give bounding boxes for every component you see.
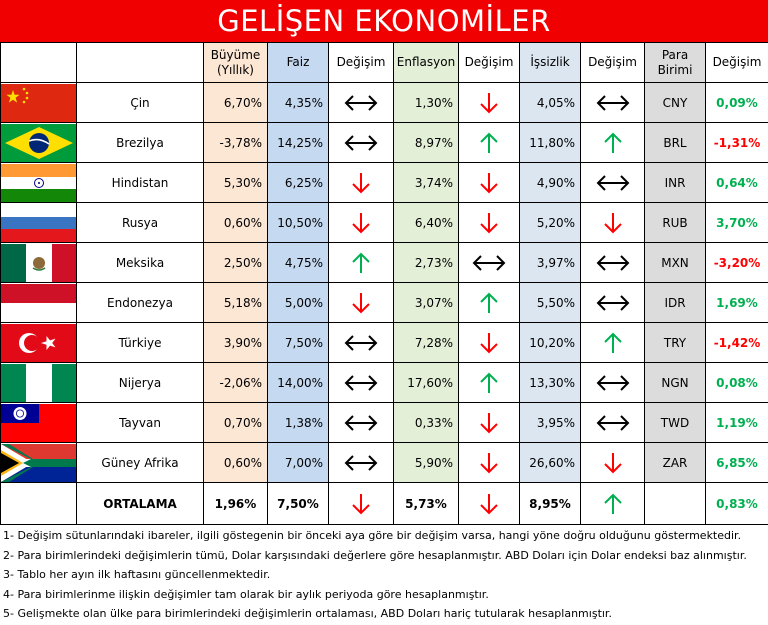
rate-value: 7,50%	[268, 323, 329, 363]
average-currency-change: 0,83%	[706, 483, 768, 525]
header-growth: Büyüme (Yıllık)	[204, 43, 268, 83]
mexico-flag-icon	[1, 244, 77, 282]
inflation-change	[459, 203, 520, 243]
country-name: Çin	[77, 83, 204, 123]
arrow-down-icon	[602, 451, 624, 475]
header-rate-change: Değişim	[329, 43, 394, 83]
rate-change	[329, 403, 394, 443]
growth-value: 0,60%	[204, 203, 268, 243]
unemployment-value: 5,20%	[520, 203, 581, 243]
unemployment-change	[581, 243, 645, 283]
average-label: ORTALAMA	[77, 483, 204, 525]
inflation-value: 3,07%	[394, 283, 459, 323]
currency-code: IDR	[645, 283, 706, 323]
turkey-flag-icon	[1, 324, 77, 362]
header-currency-change: Değişim	[706, 43, 768, 83]
arrow-down-icon	[350, 291, 372, 315]
currency-change: 0,64%	[706, 163, 768, 203]
currency-change: 1,19%	[706, 403, 768, 443]
unemployment-value: 3,97%	[520, 243, 581, 283]
rate-value: 4,75%	[268, 243, 329, 283]
footnote: 1- Değişim sütunlarındaki ibareler, ilgili göstegenin bir önceki aya göre bir değişim varsa, hangi yöne doğru olduğunu göstermektedir.	[3, 529, 742, 542]
taiwan-flag-icon	[1, 404, 77, 442]
inflation-change	[459, 123, 520, 163]
currency-change: -1,31%	[706, 123, 768, 163]
currency-code: MXN	[645, 243, 706, 283]
inflation-change	[459, 163, 520, 203]
page-title: GELİŞEN EKONOMİLER	[0, 0, 768, 42]
average-flag-cell	[1, 483, 77, 525]
inflation-value: 7,28%	[394, 323, 459, 363]
rate-change	[329, 83, 394, 123]
unemployment-value: 5,50%	[520, 283, 581, 323]
footnote: 5- Gelişmekte olan ülke para birimlerindeki değişimlerin ortalaması, ABD Doları hariç tutularak hesaplanmıştır.	[3, 607, 612, 621]
rate-change	[329, 283, 394, 323]
table-row	[1, 283, 768, 323]
rate-change	[329, 123, 394, 163]
table-row	[1, 243, 768, 283]
flag-cell	[1, 283, 77, 323]
arrow-down-icon	[602, 211, 624, 235]
table-row	[1, 203, 768, 243]
average-growth: 1,96%	[204, 483, 268, 525]
header-row	[1, 43, 768, 83]
table-row	[1, 83, 768, 123]
arrow-left-right-icon	[596, 374, 630, 392]
arrow-left-right-icon	[472, 254, 506, 272]
inflation-change	[459, 403, 520, 443]
arrow-down-icon	[350, 492, 372, 516]
inflation-value: 0,33%	[394, 403, 459, 443]
arrow-down-icon	[478, 91, 500, 115]
table-row	[1, 403, 768, 443]
average-row	[1, 483, 768, 525]
indonesia-flag-icon	[1, 284, 77, 322]
country-name: Brezilya	[77, 123, 204, 163]
average-rate-change	[329, 483, 394, 525]
table-row	[1, 163, 768, 203]
header-unemployment: İşsizlik	[520, 43, 581, 83]
growth-value: 5,30%	[204, 163, 268, 203]
currency-change: -1,42%	[706, 323, 768, 363]
currency-change: -3,20%	[706, 243, 768, 283]
brazil-flag-icon	[1, 124, 77, 162]
currency-code: ZAR	[645, 443, 706, 483]
unemployment-value: 10,20%	[520, 323, 581, 363]
arrow-left-right-icon	[344, 94, 378, 112]
inflation-change	[459, 243, 520, 283]
growth-value: 6,70%	[204, 83, 268, 123]
currency-code: RUB	[645, 203, 706, 243]
country-name: Nijerya	[77, 363, 204, 403]
country-name: Türkiye	[77, 323, 204, 363]
flag-cell	[1, 83, 77, 123]
arrow-left-right-icon	[596, 254, 630, 272]
growth-value: -3,78%	[204, 123, 268, 163]
average-inflation-change	[459, 483, 520, 525]
inflation-value: 8,97%	[394, 123, 459, 163]
average-unemployment-change	[581, 483, 645, 525]
flag-cell	[1, 243, 77, 283]
rate-value: 4,35%	[268, 83, 329, 123]
table-row	[1, 323, 768, 363]
arrow-left-right-icon	[596, 174, 630, 192]
arrow-up-icon	[602, 131, 624, 155]
arrow-down-icon	[478, 211, 500, 235]
arrow-down-icon	[350, 171, 372, 195]
flag-cell	[1, 163, 77, 203]
flag-cell	[1, 323, 77, 363]
unemployment-value: 3,95%	[520, 403, 581, 443]
average-unemployment: 8,95%	[520, 483, 581, 525]
unemployment-change	[581, 83, 645, 123]
arrow-up-icon	[602, 492, 624, 516]
arrow-left-right-icon	[596, 414, 630, 432]
table-row	[1, 363, 768, 403]
economies-table	[0, 42, 768, 525]
arrow-down-icon	[478, 171, 500, 195]
arrow-down-icon	[478, 492, 500, 516]
header-unemployment-change: Değişim	[581, 43, 645, 83]
arrow-left-right-icon	[344, 334, 378, 352]
rate-value: 7,00%	[268, 443, 329, 483]
inflation-change	[459, 443, 520, 483]
header-inflation-change: Değişim	[459, 43, 520, 83]
growth-value: 0,60%	[204, 443, 268, 483]
arrow-left-right-icon	[344, 454, 378, 472]
growth-value: 0,70%	[204, 403, 268, 443]
currency-change: 6,85%	[706, 443, 768, 483]
flag-cell	[1, 363, 77, 403]
arrow-left-right-icon	[344, 134, 378, 152]
rate-change	[329, 243, 394, 283]
currency-change: 1,69%	[706, 283, 768, 323]
unemployment-value: 4,90%	[520, 163, 581, 203]
inflation-change	[459, 363, 520, 403]
unemployment-value: 11,80%	[520, 123, 581, 163]
currency-code: CNY	[645, 83, 706, 123]
country-name: Endonezya	[77, 283, 204, 323]
inflation-value: 1,30%	[394, 83, 459, 123]
inflation-change	[459, 83, 520, 123]
arrow-left-right-icon	[344, 374, 378, 392]
rate-change	[329, 203, 394, 243]
arrow-up-icon	[350, 251, 372, 275]
flag-cell	[1, 123, 77, 163]
rate-change	[329, 163, 394, 203]
arrow-up-icon	[478, 371, 500, 395]
arrow-up-icon	[602, 331, 624, 355]
currency-change: 0,08%	[706, 363, 768, 403]
rate-change	[329, 323, 394, 363]
unemployment-change	[581, 123, 645, 163]
unemployment-change	[581, 403, 645, 443]
inflation-value: 5,90%	[394, 443, 459, 483]
rate-change	[329, 443, 394, 483]
currency-code: NGN	[645, 363, 706, 403]
inflation-change	[459, 323, 520, 363]
nigeria-flag-icon	[1, 364, 77, 402]
rate-value: 14,00%	[268, 363, 329, 403]
inflation-value: 6,40%	[394, 203, 459, 243]
rate-value: 5,00%	[268, 283, 329, 323]
arrow-up-icon	[478, 291, 500, 315]
russia-flag-icon	[1, 204, 77, 242]
country-name: Hindistan	[77, 163, 204, 203]
currency-code: INR	[645, 163, 706, 203]
arrow-down-icon	[478, 411, 500, 435]
china-flag-icon	[1, 84, 77, 122]
arrow-down-icon	[350, 211, 372, 235]
unemployment-change	[581, 323, 645, 363]
south-africa-flag-icon	[1, 444, 77, 482]
rate-value: 1,38%	[268, 403, 329, 443]
average-rate: 7,50%	[268, 483, 329, 525]
inflation-value: 17,60%	[394, 363, 459, 403]
rate-value: 6,25%	[268, 163, 329, 203]
currency-code: BRL	[645, 123, 706, 163]
header-rate: Faiz	[268, 43, 329, 83]
footnote: 2- Para birimlerindeki değişimlerin tümü, Dolar karşısındaki değerlere göre hesaplanmıştır. ABD Doları için Dolar endeksi baz alınmıştır.	[3, 548, 747, 562]
rate-value: 10,50%	[268, 203, 329, 243]
inflation-change	[459, 283, 520, 323]
arrow-up-icon	[478, 131, 500, 155]
unemployment-change	[581, 363, 645, 403]
footnote: 3- Tablo her ayın ilk haftasını güncellenmektedir.	[3, 568, 271, 582]
unemployment-value: 4,05%	[520, 83, 581, 123]
currency-change: 0,09%	[706, 83, 768, 123]
average-currency	[645, 483, 706, 525]
footnotes	[3, 526, 768, 624]
footnote: 4- Para birimlerinme ilişkin değişimler tam olarak bir aylık periyoda göre hesaplanmıştır.	[3, 587, 489, 601]
rate-change	[329, 363, 394, 403]
arrow-left-right-icon	[596, 294, 630, 312]
unemployment-change	[581, 163, 645, 203]
country-name: Meksika	[77, 243, 204, 283]
table-row	[1, 123, 768, 163]
header-flag	[1, 43, 77, 83]
inflation-value: 3,74%	[394, 163, 459, 203]
growth-value: -2,06%	[204, 363, 268, 403]
currency-code: TWD	[645, 403, 706, 443]
table-row	[1, 443, 768, 483]
arrow-down-icon	[478, 331, 500, 355]
header-currency: Para Birimi	[645, 43, 706, 83]
unemployment-change	[581, 283, 645, 323]
unemployment-value: 26,60%	[520, 443, 581, 483]
currency-code: TRY	[645, 323, 706, 363]
growth-value: 5,18%	[204, 283, 268, 323]
growth-value: 3,90%	[204, 323, 268, 363]
average-inflation: 5,73%	[394, 483, 459, 525]
rate-value: 14,25%	[268, 123, 329, 163]
arrow-left-right-icon	[596, 94, 630, 112]
unemployment-change	[581, 203, 645, 243]
country-name: Güney Afrika	[77, 443, 204, 483]
header-inflation: Enflasyon	[394, 43, 459, 83]
india-flag-icon	[1, 164, 77, 202]
flag-cell	[1, 403, 77, 443]
growth-value: 2,50%	[204, 243, 268, 283]
arrow-down-icon	[478, 451, 500, 475]
header-country	[77, 43, 204, 83]
currency-change: 3,70%	[706, 203, 768, 243]
unemployment-change	[581, 443, 645, 483]
arrow-left-right-icon	[344, 414, 378, 432]
inflation-value: 2,73%	[394, 243, 459, 283]
flag-cell	[1, 443, 77, 483]
country-name: Rusya	[77, 203, 204, 243]
flag-cell	[1, 203, 77, 243]
unemployment-value: 13,30%	[520, 363, 581, 403]
country-name: Tayvan	[77, 403, 204, 443]
